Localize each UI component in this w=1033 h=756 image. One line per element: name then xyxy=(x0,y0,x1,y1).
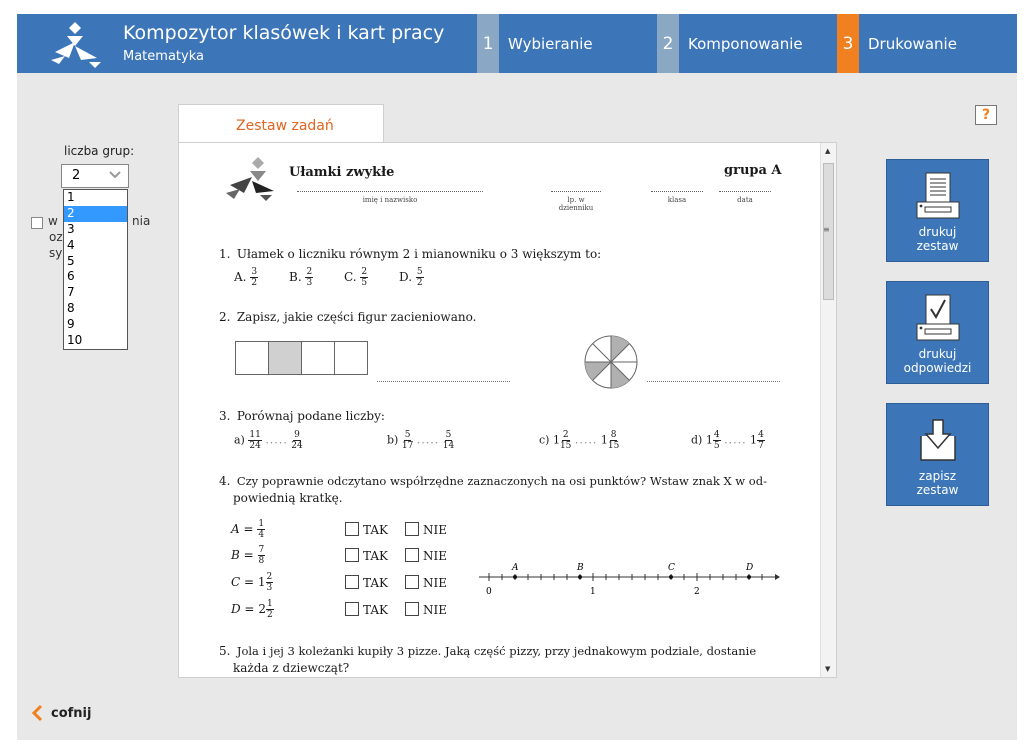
row-lhs: D = xyxy=(231,602,255,616)
worksheet-group: grupa A xyxy=(724,163,782,178)
answer-option xyxy=(289,267,313,288)
step-number: 2 xyxy=(657,14,679,73)
question-number: 2. xyxy=(219,310,231,324)
tak-label: TAK xyxy=(363,523,388,537)
item-label: b) xyxy=(387,433,399,447)
fraction xyxy=(360,267,368,288)
question-text-cont: powiednią kratkę. xyxy=(233,491,343,505)
step-number: 1 xyxy=(477,14,499,73)
question-4 xyxy=(219,473,799,507)
dropdown-option[interactable]: 5 xyxy=(67,253,75,268)
groups-dropdown-list[interactable] xyxy=(63,189,128,350)
tak-option[interactable] xyxy=(345,522,388,537)
whole-part: 1 xyxy=(257,575,266,589)
fraction: $\frac{2}{15}$ xyxy=(559,430,572,451)
save-set-label: zapisz zestaw xyxy=(916,469,959,497)
chevron-down-icon xyxy=(108,169,122,181)
question-text: Czy poprawnie odczytano współrzędne zaznaczonych na osi punktów? Wstaw znak X w od- xyxy=(236,474,767,488)
step-number: 3 xyxy=(837,14,859,73)
document-preview[interactable] xyxy=(178,142,837,678)
tak-option[interactable] xyxy=(345,575,388,590)
fraction xyxy=(257,519,265,540)
step-label: Wybieranie xyxy=(508,34,593,53)
question-text: Ułamek o liczniku równym 2 i mianowniku o 3 większym to: xyxy=(236,247,602,261)
tak-option[interactable] xyxy=(345,602,388,617)
groups-label: liczba grup: xyxy=(64,144,135,158)
back-button[interactable] xyxy=(31,704,91,722)
shaded-circle-figure xyxy=(584,335,638,389)
dropdown-option[interactable]: 8 xyxy=(67,301,75,316)
point-label-b: B xyxy=(577,563,584,573)
tak-label: TAK xyxy=(363,603,388,617)
denominator: 5 xyxy=(361,278,368,288)
tak-checkbox[interactable] xyxy=(345,548,359,562)
shaded-rectangle-figure xyxy=(235,341,369,375)
question-number: 1. xyxy=(219,247,231,261)
coordinate-row xyxy=(231,519,265,540)
nie-label: NIE xyxy=(423,523,447,537)
answer-line xyxy=(647,381,780,382)
coordinate-row xyxy=(231,545,265,566)
nie-checkbox[interactable] xyxy=(405,602,419,616)
fraction: $\frac{5}{17}$ xyxy=(401,430,414,451)
fraction: $\frac{5}{14}$ xyxy=(442,430,455,451)
printer-check-icon xyxy=(915,294,961,344)
fraction xyxy=(258,545,266,566)
question-1 xyxy=(219,246,601,263)
fraction xyxy=(305,267,313,288)
point-label-a: A xyxy=(512,563,519,573)
row-lhs: A = xyxy=(231,522,254,536)
fraction xyxy=(266,599,274,620)
answer-option xyxy=(234,267,258,288)
fraction xyxy=(266,572,274,593)
fraction xyxy=(416,267,424,288)
nie-label: NIE xyxy=(423,549,447,563)
question-text: Porównaj podane liczby: xyxy=(236,409,385,423)
dropdown-option[interactable]: 1 xyxy=(67,190,75,204)
row-lhs: C = xyxy=(231,575,255,589)
fraction: $\frac{11}{24}$ xyxy=(249,430,261,451)
tak-checkbox[interactable] xyxy=(345,522,359,536)
nie-option[interactable] xyxy=(405,575,447,590)
print-set-button[interactable] xyxy=(886,159,989,262)
nie-checkbox[interactable] xyxy=(405,548,419,562)
grip-icon: ≡ xyxy=(823,225,830,234)
dropdown-option[interactable]: 6 xyxy=(67,269,75,284)
option-label-fragment: oz xyxy=(49,230,63,244)
question-5 xyxy=(219,643,799,677)
print-answers-label: drukuj odpowiedzi xyxy=(903,347,972,375)
nie-option[interactable] xyxy=(405,522,447,537)
print-answers-button[interactable] xyxy=(886,281,989,384)
question-2 xyxy=(219,309,476,326)
app-subtitle: Matematyka xyxy=(123,49,204,64)
comparison-d: d) 1 $\frac{4}{5}$ ..... 1 $\frac{4}{7}$ xyxy=(691,430,764,451)
nie-option[interactable] xyxy=(405,548,447,563)
option-label-fragment: w xyxy=(48,214,58,228)
answer-option xyxy=(399,267,424,288)
fraction: $\frac{9}{24}$ xyxy=(291,430,303,451)
tick-label-0: 0 xyxy=(486,587,492,597)
groups-select[interactable] xyxy=(61,164,129,188)
coordinate-row xyxy=(231,572,273,593)
denominator: 2 xyxy=(251,278,258,288)
denominator: 3 xyxy=(266,583,273,593)
denominator: 2 xyxy=(266,610,273,620)
answer-line xyxy=(377,381,510,382)
numerator: 1 xyxy=(258,519,265,529)
field-date: data xyxy=(719,191,771,204)
numerator: 7 xyxy=(258,545,265,555)
dropdown-option[interactable]: 4 xyxy=(67,237,75,252)
save-set-button[interactable] xyxy=(886,403,989,506)
option-letter: C. xyxy=(344,270,357,284)
denominator: 2 xyxy=(416,278,423,288)
worksheet-title: Ułamki zwykłe xyxy=(289,165,395,180)
tab-task-set[interactable]: Zestaw zadań xyxy=(178,104,384,144)
option-letter: B. xyxy=(289,270,302,284)
app-window xyxy=(17,14,1017,740)
fraction xyxy=(250,267,258,288)
question-text: Jola i jej 3 koleżanki kupiły 3 pizze. Jaką część pizzy, przy jednakowym podziale, dostanie xyxy=(236,644,757,658)
numerator: 1 xyxy=(266,599,273,609)
field-class: klasa xyxy=(651,191,703,204)
coordinate-row xyxy=(231,599,274,620)
document-scrollbar[interactable] xyxy=(820,143,836,677)
step-select[interactable] xyxy=(477,14,593,73)
question-number: 3. xyxy=(219,409,231,423)
tick-label-2: 2 xyxy=(694,587,700,597)
help-button[interactable]: ? xyxy=(975,105,997,125)
option-letter: D. xyxy=(399,270,413,284)
tak-checkbox[interactable] xyxy=(345,575,359,589)
nie-label: NIE xyxy=(423,603,447,617)
step-print[interactable] xyxy=(837,14,957,73)
dropdown-option-selected[interactable]: 2 xyxy=(64,206,127,222)
nie-option[interactable] xyxy=(405,602,447,617)
nie-checkbox[interactable] xyxy=(405,522,419,536)
dropdown-option[interactable]: 3 xyxy=(67,221,75,236)
tak-label: TAK xyxy=(363,576,388,590)
item-label: d) xyxy=(691,433,703,447)
point-label-c: C xyxy=(668,563,675,573)
answer-option xyxy=(344,267,368,288)
denominator: 8 xyxy=(258,556,265,566)
tak-checkbox[interactable] xyxy=(345,602,359,616)
point-label-d: D xyxy=(746,563,754,573)
back-label: cofnij xyxy=(51,705,92,721)
option-letter: A. xyxy=(234,270,247,284)
step-label: Komponowanie xyxy=(688,34,803,53)
question-3 xyxy=(219,408,385,425)
option-label-fragment: sy xyxy=(49,246,63,260)
fraction: $\frac{4}{5}$ xyxy=(713,430,720,451)
numerator: 3 xyxy=(251,267,258,277)
option-checkbox[interactable] xyxy=(31,217,43,229)
question-text: Zapisz, jakie części figur zacieniowano. xyxy=(236,310,477,324)
comparison-c: c) 1 $\frac{2}{15}$ ..... 1 $\frac{8}{15}$ xyxy=(539,430,620,451)
question-number: 5. xyxy=(219,644,231,658)
denominator: 3 xyxy=(306,278,313,288)
item-label: a) xyxy=(234,433,245,447)
numerator: 2 xyxy=(266,572,273,582)
denominator: 4 xyxy=(258,530,265,540)
field-name: imię i nazwisko xyxy=(297,191,483,204)
row-lhs: B = xyxy=(231,548,254,562)
step-compose[interactable] xyxy=(657,14,803,73)
dropdown-option[interactable]: 10 xyxy=(67,333,83,348)
numerator: 2 xyxy=(361,267,368,277)
download-icon xyxy=(915,416,961,466)
tak-label: TAK xyxy=(363,549,388,563)
print-set-label: drukuj zestaw xyxy=(916,225,959,253)
question-text-cont: każda z dziewcząt? xyxy=(233,661,350,675)
comparison-b: b) $\frac{5}{17}$ ..... $\frac{5}{14}$ xyxy=(387,430,455,451)
printer-icon xyxy=(915,172,961,222)
fraction: $\frac{8}{15}$ xyxy=(607,430,620,451)
number-line xyxy=(477,561,782,601)
scroll-up-icon[interactable]: ▲ xyxy=(825,147,831,155)
item-label: c) xyxy=(539,433,550,447)
header xyxy=(17,14,1017,73)
dropdown-option[interactable]: 7 xyxy=(67,285,75,300)
field-number: lp. w dzienniku xyxy=(551,191,601,212)
tak-option[interactable] xyxy=(345,548,388,563)
nie-label: NIE xyxy=(423,576,447,590)
fraction: $\frac{4}{7}$ xyxy=(758,430,764,451)
scroll-down-icon[interactable]: ▼ xyxy=(825,665,831,673)
nie-checkbox[interactable] xyxy=(405,575,419,589)
tangram-logo-icon xyxy=(45,20,105,68)
numerator: 5 xyxy=(416,267,423,277)
whole-part: 2 xyxy=(258,602,266,616)
app-title: Kompozytor klasówek i kart pracy xyxy=(123,22,445,44)
step-label: Drukowanie xyxy=(868,34,957,53)
option-label-fragment: nia xyxy=(132,214,151,228)
chevron-left-icon xyxy=(31,704,43,722)
groups-selected-value: 2 xyxy=(72,168,81,183)
question-number: 4. xyxy=(219,474,231,488)
tangram-logo-icon xyxy=(224,157,276,201)
comparison-a: a) $\frac{11}{24}$ ..... $\frac{9}{24}$ xyxy=(234,430,303,451)
numerator: 2 xyxy=(306,267,313,277)
tick-label-1: 1 xyxy=(590,587,596,597)
dropdown-option[interactable]: 9 xyxy=(67,317,75,332)
